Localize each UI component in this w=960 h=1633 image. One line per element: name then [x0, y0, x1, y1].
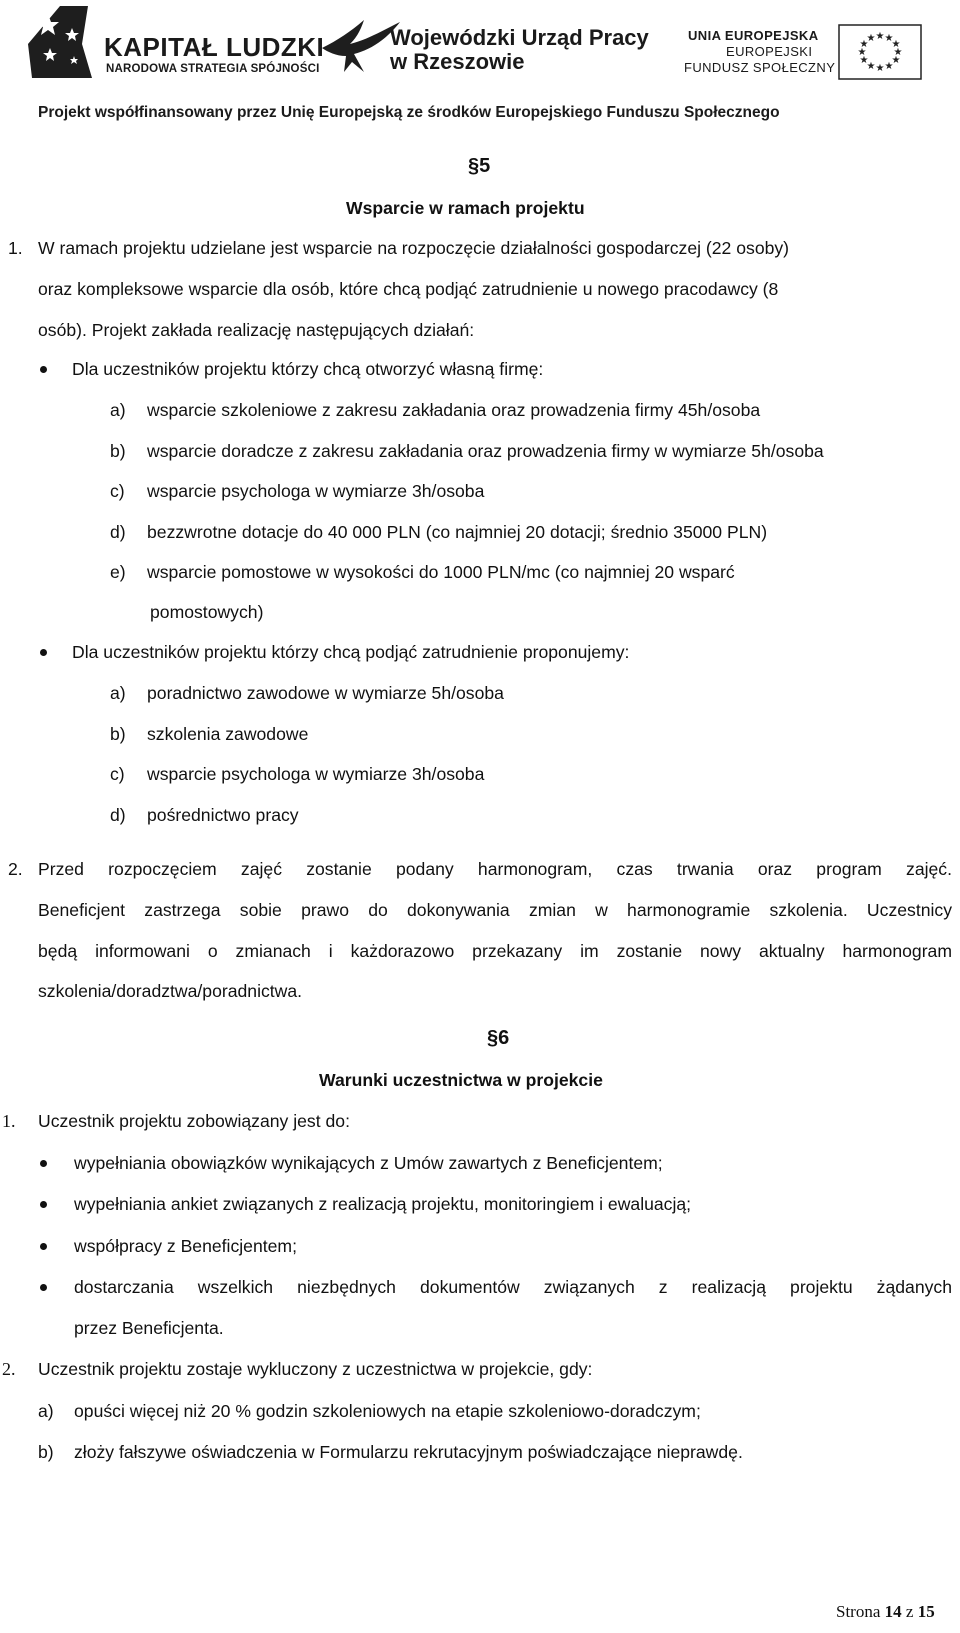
- group-heading: Dla uczestników projektu którzy chcą podjąć zatrudnienie proponujemy:: [72, 642, 630, 662]
- list-marker: d): [110, 522, 126, 542]
- obligation-item-continuation: przez Beneficjenta.: [74, 1318, 224, 1338]
- group-heading: Dla uczestników projektu którzy chcą otworzyć własną firmę:: [72, 359, 544, 379]
- paragraph-line: oraz kompleksowe wsparcie dla osób, które chcą podjąć zatrudnienie u nowego pracodawcy (8: [38, 279, 779, 299]
- bullet-icon: [40, 1243, 47, 1250]
- list-item: wsparcie szkoleniowe z zakresu zakładania oraz prowadzenia firmy 45h/osoba: [147, 400, 761, 420]
- list-marker: 1.: [2, 1111, 16, 1131]
- kapital-ludzki-title: KAPITAŁ LUDZKI: [104, 32, 325, 62]
- list-item: wsparcie doradcze z zakresu zakładania oraz prowadzenia firmy w wymiarze 5h/osoba: [147, 441, 824, 461]
- list-item: bezzwrotne dotacje do 40 000 PLN (co najmniej 20 dotacji; średnio 35000 PLN): [147, 522, 768, 542]
- svg-text:★: ★: [884, 61, 894, 72]
- list-item: wsparcie psychologa w wymiarze 3h/osoba: [147, 481, 485, 501]
- list-marker: 1.: [8, 238, 23, 258]
- list-marker: 2.: [2, 1359, 16, 1379]
- list-item: wsparcie psychologa w wymiarze 3h/osoba: [147, 764, 485, 784]
- svg-text:★: ★: [859, 55, 869, 66]
- eu-name-line1: UNIA EUROPEJSKA: [688, 28, 819, 43]
- eu-name-line3: FUNDUSZ SPOŁECZNY: [684, 60, 836, 75]
- svg-text:★: ★: [875, 31, 885, 42]
- kapital-ludzki-subtitle: NARODOWA STRATEGIA SPÓJNOŚCI: [106, 63, 320, 75]
- obligation-item: dostarczania wszelkich niezbędnych dokumentów związanych z realizacją projektu żądanych: [74, 1277, 952, 1297]
- bullet-icon: [40, 649, 47, 656]
- list-marker: d): [110, 805, 126, 825]
- section-title: Warunki uczestnictwa w projekcie: [319, 1070, 603, 1090]
- svg-text:★: ★: [857, 47, 867, 58]
- kapital-ludzki-logo: [26, 4, 325, 80]
- svg-text:★: ★: [866, 33, 876, 44]
- bullet-icon: [40, 1160, 47, 1167]
- paragraph-line: osób). Projekt zakłada realizację następujących działań:: [38, 320, 475, 340]
- wup-name-line2: w Rzeszowie: [390, 49, 525, 74]
- svg-text:★: ★: [859, 39, 869, 50]
- wup-rzeszow-logo: [320, 18, 649, 78]
- obligation-item: wypełniania ankiet związanych z realizacją projektu, monitoringiem i ewaluacją;: [74, 1194, 692, 1214]
- paragraph-line: Przed rozpoczęciem zajęć zostanie podany harmonogram, czas trwania oraz program zajęć.: [38, 859, 952, 879]
- funding-note: Projekt współfinansowany przez Unię Europejską ze środków Europejskiego Funduszu Społecznego: [38, 104, 780, 121]
- list-marker: c): [110, 481, 125, 501]
- bullet-icon: [40, 1201, 47, 1208]
- page-current: 14: [884, 1602, 902, 1621]
- page-word: Strona: [836, 1602, 881, 1621]
- list-item: szkolenia zawodowe: [147, 724, 309, 744]
- list-marker: b): [110, 441, 126, 461]
- paragraph-line: W ramach projektu udzielane jest wsparcie na rozpoczęcie działalności gospodarczej (22 osoby): [38, 238, 790, 258]
- list-item: poradnictwo zawodowe w wymiarze 5h/osoba: [147, 683, 504, 703]
- list-marker: a): [110, 400, 126, 420]
- bullet-icon: [40, 1284, 47, 1291]
- exclusion-item: złoży fałszywe oświadczenia w Formularzu rekrutacyjnym poświadczające nieprawdę.: [74, 1442, 743, 1462]
- obligation-item: wypełniania obowiązków wynikających z Umów zawartych z Beneficjentem;: [74, 1153, 663, 1173]
- svg-text:★: ★: [891, 39, 901, 50]
- page-number: [836, 1602, 935, 1622]
- list-marker: 2.: [8, 859, 23, 879]
- list-item: pośrednictwo pracy: [147, 805, 299, 825]
- section-title: Wsparcie w ramach projektu: [346, 198, 585, 218]
- list-marker: a): [110, 683, 126, 703]
- paragraph-line: szkolenia/doradztwa/poradnictwa.: [38, 981, 303, 1001]
- page-total: 15: [917, 1602, 935, 1621]
- section-number: §6: [487, 1027, 510, 1049]
- list-marker: b): [38, 1442, 54, 1462]
- svg-text:★: ★: [893, 47, 903, 58]
- svg-text:★: ★: [875, 63, 885, 74]
- list-marker: c): [110, 764, 125, 784]
- list-marker: b): [110, 724, 126, 744]
- eu-name-line2: EUROPEJSKI: [726, 44, 813, 59]
- paragraph-heading: Uczestnik projektu zobowiązany jest do:: [38, 1111, 350, 1131]
- paragraph-line: będą informowani o zmianach i każdorazowo przekazany im zostanie nowy aktualny harmonogram: [38, 941, 952, 961]
- paragraph-heading: Uczestnik projektu zostaje wykluczony z uczestnictwa w projekcie, gdy:: [38, 1359, 593, 1379]
- list-item: wsparcie pomostowe w wysokości do 1000 PLN/mc (co najmniej 20 wsparć: [147, 562, 735, 582]
- svg-text:★: ★: [884, 33, 894, 44]
- eu-logo: [680, 24, 940, 80]
- obligation-item: współpracy z Beneficjentem;: [74, 1236, 297, 1256]
- paragraph-line: Beneficjent zastrzega sobie prawo do dokonywania zmian w harmonogramie szkolenia. Uczestnicy: [38, 900, 952, 920]
- svg-text:★: ★: [866, 61, 876, 72]
- svg-text:★: ★: [891, 55, 901, 66]
- eu-stars-flag-icon: [838, 24, 922, 80]
- bullet-icon: [40, 366, 47, 373]
- of-word: z: [905, 1602, 914, 1621]
- list-marker: e): [110, 562, 126, 582]
- wup-name-line1: Wojewódzki Urząd Pracy: [390, 25, 649, 50]
- exclusion-item: opuści więcej niż 20 % godzin szkoleniowych na etapie szkoleniowo-doradczym;: [74, 1401, 701, 1421]
- kapital-ludzki-emblem-icon: [26, 4, 96, 80]
- list-marker: a): [38, 1401, 54, 1421]
- list-item-continuation: pomostowych): [150, 602, 264, 622]
- section-number: §5: [468, 155, 491, 177]
